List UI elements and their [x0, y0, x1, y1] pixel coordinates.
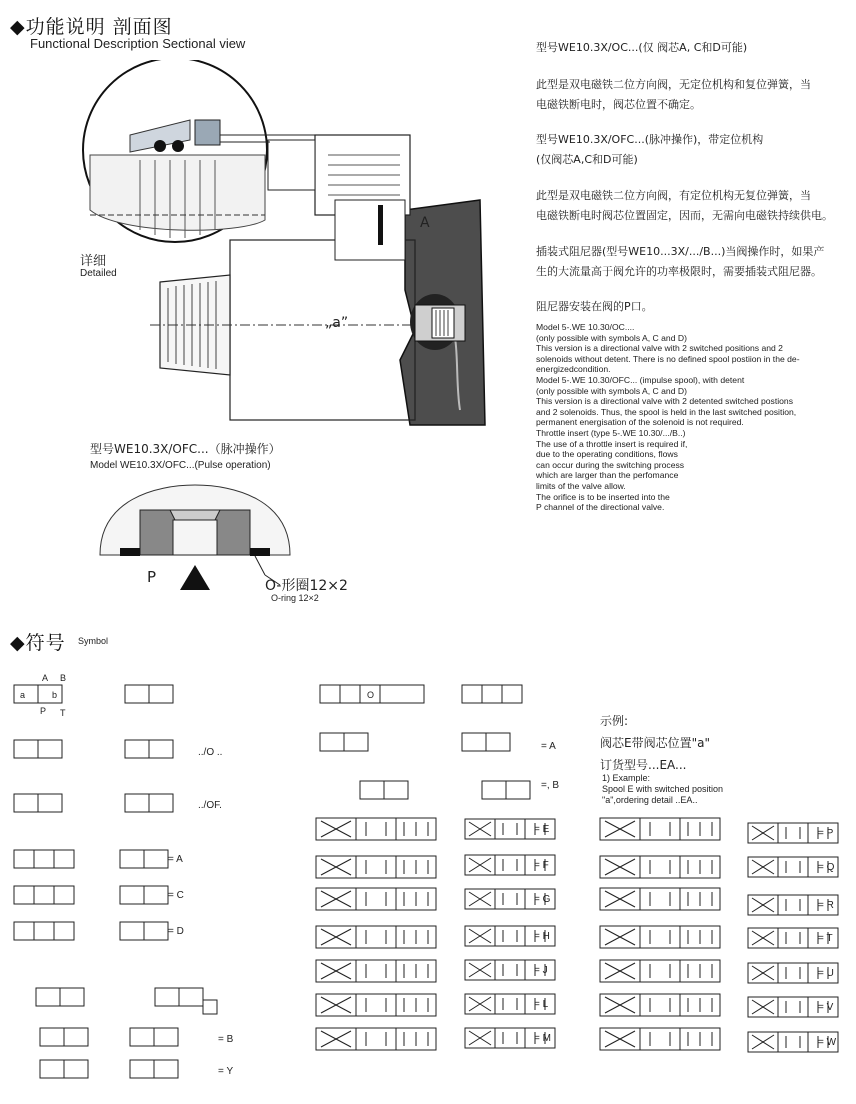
eq-Q: = Q: [818, 862, 835, 873]
symbol-title-cn: ◆符号: [10, 632, 66, 654]
example-cn-1: 示例:: [600, 714, 629, 728]
suffix-OF: ../OF.: [198, 800, 222, 811]
suffix-O: ../O ..: [198, 747, 223, 758]
cn-line-2: 此型是双电磁铁二位方向阀，无定位机构和复位弹簧，当: [536, 78, 811, 91]
port-A: A: [42, 673, 49, 683]
symbols-diagram: [0, 660, 856, 1104]
en-line: (only possible with symbols A, C and D): [536, 332, 687, 343]
port-P-label: P: [147, 568, 157, 586]
cn-line-7: 电磁铁断电时阀芯位置固定，因而，无需向电磁铁持续供电。: [536, 209, 833, 222]
eq-D: = D: [168, 926, 184, 937]
eq-U: = U: [818, 968, 834, 979]
example-en-1: 1) Example:: [602, 773, 651, 783]
pos-O: O: [367, 690, 375, 700]
eq-A-mid: = A: [541, 741, 556, 752]
en-line: solenoids without detent. There is no defined spool postiion in the de-: [536, 353, 800, 364]
en-line: and 2 solenoids. Thus, the spool is held in the last switched position,: [536, 406, 797, 417]
pos-a: a: [20, 690, 26, 700]
cn-line-1: 型号WE10.3X/OC...(仅 阀芯A, C和D可能): [536, 41, 748, 54]
en-line: Throttle insert (type 5-.WE 10.30/.../B..): [536, 427, 686, 438]
port-B: B: [60, 673, 67, 683]
eq-H: = H: [534, 931, 550, 942]
cn-line-10: 阻尼器安装在阀的P口。: [536, 300, 653, 313]
en-line: can occur during the switching process: [536, 459, 685, 470]
eq-L: = L: [534, 999, 549, 1010]
pulse-caption-cn: 型号WE10.3X/OFC...（脉冲操作）: [90, 442, 281, 456]
symbol-title-en: Symbol: [78, 636, 109, 646]
sym-ab-2: [14, 740, 62, 758]
english-description: [536, 322, 848, 513]
eq-M: = M: [534, 1033, 551, 1044]
sym-ab-3: [14, 794, 62, 812]
oring-drawing: [95, 480, 295, 590]
sectional-drawing: [60, 60, 500, 435]
eq-J: = J: [534, 965, 548, 976]
eq-B-mid: =, B: [541, 780, 560, 791]
eq-F: = F: [534, 860, 549, 871]
cn-line-9: 生的大流量高于阀允许的功率极限时，需要插装式阻尼器。: [536, 265, 822, 278]
eq-V: = V: [818, 1002, 834, 1013]
en-line: This version is a directional valve with 2 switched positions and 2: [536, 343, 783, 354]
oring-label-en: O-ring 12×2: [271, 593, 319, 603]
eq-G: = G: [534, 894, 551, 905]
en-line: Model 5-.WE 10.30/OC....: [536, 322, 635, 332]
section-title-cn: ◆功能说明 剖面图: [10, 16, 173, 38]
en-line: This version is a directional valve with 2 detented switched postions: [536, 396, 793, 407]
en-line: which are larger than the perfomance: [536, 470, 679, 481]
eq-Y: = Y: [218, 1066, 234, 1077]
detail-label-cn: 详细: [80, 254, 107, 269]
en-line: energizedcondition.: [536, 364, 611, 375]
eq-T: = T: [818, 933, 833, 944]
example-cn-3: 订货型号...EA...: [600, 758, 687, 772]
section-title-en: Functional Description Sectional view: [30, 36, 246, 51]
example-en-3: "a",ordering detail ..EA..: [602, 795, 698, 805]
en-line: The orifice is to be inserted into the: [536, 491, 670, 502]
example-cn-2: 阀芯E带阀芯位置"a": [600, 736, 710, 750]
eq-W: = W: [818, 1037, 837, 1048]
pos-b: b: [52, 690, 58, 700]
en-line: limits of the valve allow.: [536, 480, 626, 491]
cn-line-6: 此型是双电磁铁二位方向阀，有定位机构无复位弹簧，当: [536, 189, 811, 202]
en-line: (only possible with symbols A, C and D): [536, 385, 687, 396]
cn-line-8: 插装式阻尼器(型号WE10...3X/.../B...)当阀操作时，如果产: [536, 245, 825, 258]
cn-line-5: (仅阀芯A,C和D可能): [536, 153, 638, 166]
eq-C: = C: [168, 890, 184, 901]
en-line: Model 5-.WE 10.30/OFC... (impulse spool), with detent: [536, 374, 745, 385]
en-line: due to the operating conditions, flows: [536, 449, 678, 460]
eq-A-left: = A: [168, 854, 183, 865]
eq-R: = R: [818, 900, 834, 911]
en-line: The use of a throttle insert is required if,: [536, 438, 688, 449]
pulse-caption-en: Model WE10.3X/OFC...(Pulse operation): [90, 460, 271, 471]
eq-B: = B: [218, 1034, 234, 1045]
eq-P: = P: [818, 828, 834, 839]
port-P: P: [40, 706, 47, 716]
oring-label-cn: O-形圈12×2: [265, 578, 348, 594]
label-a: „a”: [325, 315, 349, 331]
port-T: T: [60, 708, 66, 718]
cn-line-4: 型号WE10.3X/OFC...(脉冲操作)，带定位机构: [536, 133, 764, 146]
cn-line-3: 电磁铁断电时，阀芯位置不确定。: [536, 98, 701, 111]
example-en-2: Spool E with switched position: [602, 784, 724, 794]
en-line: P channel of the directional valve.: [536, 502, 665, 513]
label-A: A: [420, 215, 430, 231]
detail-label-en: Detailed: [80, 268, 117, 279]
en-line: permanent energisation of the solenoid is not required.: [536, 417, 744, 428]
eq-E: = E: [534, 824, 550, 835]
